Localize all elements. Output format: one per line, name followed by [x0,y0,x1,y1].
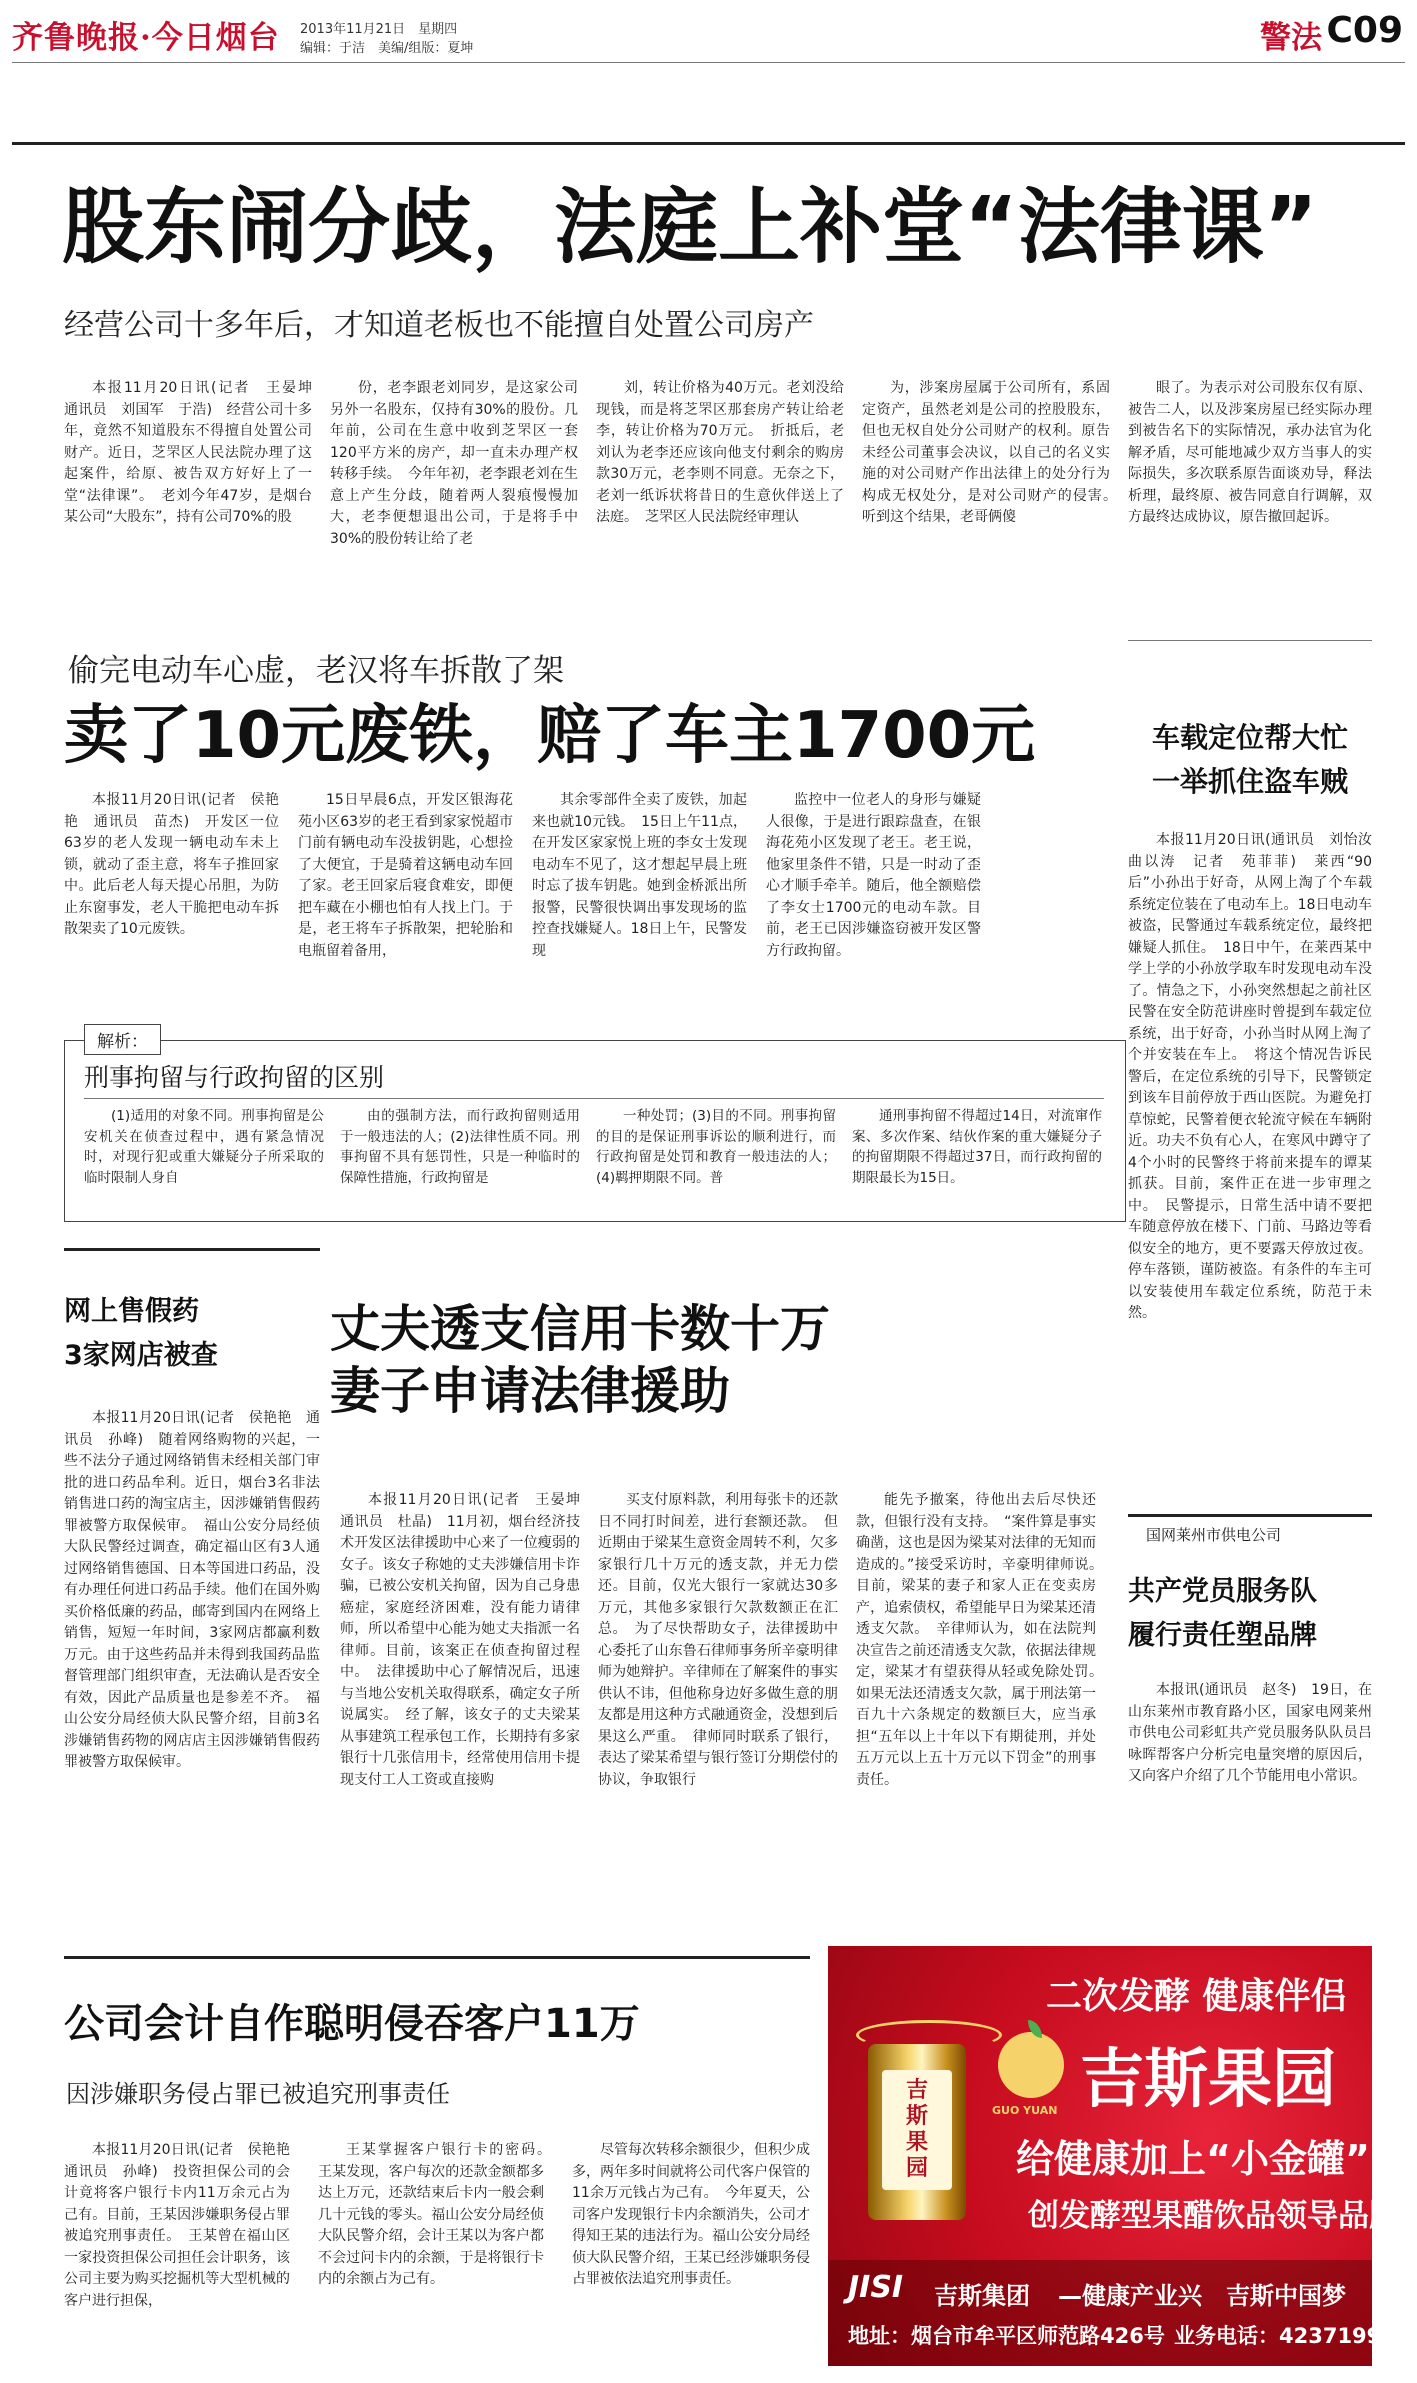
article3-text: 本报11月20日讯(记者 王晏坤 通讯员 杜晶) 11月初，烟台经济技术开发区法律援助中心来了一位瘦弱的女子。该女子称她的丈夫涉嫌信用卡诈骗，已被公安机关拘留，因为自己身患癌症，家庭经济困难，没有能力请律师，所以希望中心能为她丈夫指派一名律师。目前，该案正在侦查拘留过程中。 法律援助中心了解情况后，迅速与当地公安机关取得联系，确定女子所说属实。 经了解，该女子的丈夫梁某从事建筑工程承包工作，长期持有多家银行十几张信用卡，经常使用信用卡提现支付工人工资或直接购 [340,1492,594,1788]
side3-headline [1128,1570,1372,1658]
ad-slogan-main: 给健康加上“小金罐” [1016,2137,1370,2181]
article2-col-2 [298,790,513,990]
article1-col-1 [64,378,326,590]
article3-headline-line1: 丈夫透支信用卡数十万 [330,1300,830,1358]
article4-col-1-cont [318,2140,558,2368]
header-divider [12,62,1405,63]
side3-headline-line1: 共产党员服务队 [1128,1576,1317,1607]
analysis-col-1 [84,1106,324,1212]
ad-phone: 业务电话：4237199 [1174,2324,1382,2348]
article1-subtitle: 经营公司十多年后，才知道老板也不能擅自处置公司房产 [64,308,814,343]
analysis-divider [84,1098,1104,1099]
section-name: 警法 [1260,20,1322,56]
ad-can-label: 吉斯果园 [905,2078,928,2181]
analysis-text: 通刑事拘留不得超过14日，对流窜作案、多次作案、结伙作案的重大嫌疑分子的拘留期限不得超过37日，而行政拘留的期限最长为15日。 [852,1108,1102,1186]
side2-headline-line2: 3家网店被查 [64,1340,218,1371]
ad-tagline: 二次发酵 健康伴侣 [1046,1976,1347,2017]
issue-editors: 编辑：于洁 美编/组版：夏坤 [300,41,474,56]
analysis-tag: 解析： [84,1024,161,1055]
side3-top-rule [1128,1514,1372,1517]
issue-date: 2013年11月21日 星期四 [300,22,458,37]
side1-body [1128,830,1386,1494]
side2-body [64,1408,320,1914]
side2-headline [64,1290,320,1378]
side1-top-rule [1128,640,1372,641]
article2-headline: 卖了10元废铁，赔了车主1700元 [64,699,1036,773]
article3-headline [330,1298,830,1422]
analysis-col-4 [852,1106,1102,1212]
article4-subtitle: 因涉嫌职务侵占罪已被追究刑事责任 [66,2080,450,2108]
article4-top-rule [64,1956,810,1959]
article3-col-3 [856,1490,1110,1926]
side1-headline [1128,716,1372,804]
analysis-text: 由的强制方法，而行政拘留则适用于一般违法的人；(2)法律性质不同。刑事拘留不具有惩罚性，只是一种临时的保障性措施，行政拘留是 [340,1108,580,1186]
side1-headline-line2: 一举抓住盗车贼 [1151,765,1348,798]
analysis-title: 刑事拘留与行政拘留的区别 [84,1063,385,1092]
edition-name: ·今日烟台 [140,20,280,56]
ad-can-image [868,2044,966,2220]
ad-group-slogan: —健康产业兴 吉斯中国梦 [1058,2282,1346,2310]
page-number: C09 [1326,10,1403,51]
ad-address: 地址：烟台市牟平区师范路426号 [848,2324,1165,2348]
analysis-col-2 [340,1106,580,1212]
article1-col-5 [1128,378,1372,590]
article3-col-1 [340,1490,594,1926]
article3-text: 买支付原料款，利用每张卡的还款日不同打时间差，进行套额还款。 但近期由于梁某生意资金周转不利，欠多家银行几十万元的透支款，并无力偿还。目前，仅光大银行一家就达30多万元，其他多家银行欠款数额正在汇总。 为了尽快帮助女子，法律援助中心委托了山东鲁石律师事务所辛豪明律师为她辩护。辛律师在了解案件的事实供认不讳，但他称身边好多做生意的朋友都是用这种方式融通资金，没想到后果这么严重。 律师同时联系了银行，表达了梁某希望与银行签订分期偿付的协议，争取银行 [598,1492,838,1788]
article1-col-3 [596,378,844,590]
article1-text: 眼了。为表示对公司股东仅有原、被告二人，以及涉案房屋已经实际办理到被告名下的实际情况，承办法官为化解矛盾，尽可能地减少双方当事人的实际损失，多次联系原告面谈劝导，释法析理，最终原、被告同意自行调解，双方最终达成协议，原告撤回起诉。 [1128,380,1372,525]
article1-col-4 [862,378,1124,590]
article3-text: 能先予撤案，待他出去后尽快还款，但银行没有支持。 “案件算是事实确凿，这也是因为梁某对法律的无知而造成的。”接受采访时，辛豪明律师说。 目前，梁某的妻子和家人正在变卖房产，追索债权，希望能早日为梁某还清透支欠款。 辛律师认为，如在法院判决宣告之前还清透支欠款，依据法律规定，梁某才有望获得从轻或免除处罚。 如果无法还清透支欠款，属于刑法第一百九十六条规定的数额巨大，应当承担“五年以上十年以下有期徒刑，并处五万元以上五十万元以下罚金”的刑事责任。 [856,1492,1110,1788]
ad-group-name: 吉斯集团 [934,2282,1030,2310]
top-rule [12,142,1405,145]
side2-top-rule [64,1248,320,1251]
side2-headline-line1: 网上售假药 [64,1296,199,1327]
ad-brand-name: 吉斯果园 [1080,2043,1336,2117]
side3-sponsor: 国网莱州市供电公司 [1146,1526,1282,1544]
analysis-col-3 [596,1106,836,1212]
jisi-logo: JISI [848,2270,904,2305]
ad-slogan-sub: 创发酵型果醋饮品领导品牌 [1028,2198,1400,2234]
newspaper-brand [12,12,280,57]
article4-text: 本报11月20日讯(记者 侯艳艳 通讯员 孙峰) 投资担保公司的会计竟将客户银行卡内11万余元占为己有。目前，王某因涉嫌职务侵占罪被追究刑事责任。 王某曾在福山区一家投资担保公司担任会计职务，该公司主要为购买挖掘机等大型机械的客户进行担保， [64,2142,304,2309]
brand-apple-icon [998,2032,1064,2098]
article1-text: 为，涉案房屋属于公司所有，系固定资产，虽然老刘是公司的控股股东，但也无权自处分公司财产的权利。原告未经公司董事会决议，以自己的名义实施的对公司财产作出法律上的处分行为构成无权处分，是对公司财产的侵害。 听到这个结果，老哥俩傻 [862,380,1124,525]
article2-text: 本报11月20日讯(记者 侯艳艳 通讯员 苗杰) 开发区一位63岁的老人发现一辆电动车未上锁，就动了歪主意，将车子推回家中。此后老人每天提心吊胆，为防止东窗事发，老人干脆把电动车拆散架卖了10元废铁。 [64,792,279,937]
side3-text: 本报讯(通讯员 赵冬) 19日，在山东莱州市教育路小区，国家电网莱州市供电公司彩虹共产党员服务队队员吕咏晖帮客户分析完电量突增的原因后，又向客户介绍了几个节能用电小常识。 [1128,1682,1372,1784]
article2-kicker: 偷完电动车心虚，老汉将车拆散了架 [68,653,564,689]
issue-meta [300,20,473,58]
article2-text: 15日早晨6点，开发区银海花苑小区63岁的老王看到家家悦超市门前有辆电动车没拔钥匙，心想捡了大便宜，于是骑着这辆电动车回了家。老王回家后寝食难安，即便把车藏在小棚也怕有人找上门。于是，老王将车子拆散架，把轮胎和电瓶留着备用， [298,792,513,959]
article1-text: 刘，转让价格为40万元。老刘没给现钱，而是将芝罘区那套房产转让给老李，转让价格为70万元。 折抵后，老刘认为老李还应该向他支付剩余的购房款30万元，老李则不同意。无奈之下，老刘一纸诉状将昔日的生意伙伴送上了法庭。 芝罘区人民法院经审理认 [596,380,844,525]
article1-headline: 股东闹分歧，法庭上补堂“法律课” [62,180,1318,275]
side1-text: 本报11月20日讯(通讯员 刘怡汝 曲以涛 记者 苑菲菲) 莱西“90后”小孙出于好奇，从网上淘了个车载系统定位装在了电动车上。18日电动车被盗，民警通过车载系统定位，最终把嫌疑人抓住。 18日中午，在莱西某中学上学的小孙放学取车时发现电动车没了。情急之下，小孙突然想起之前社区民警在安全防范讲座时曾提到车载定位系统，出于好奇，小孙当时从网上淘了个并安装在车上。 将这个情况告诉民警后，在定位系统的引导下，民警锁定到该车目前停放于西山医院。为避免打草惊蛇，民警着便衣轮流守候在车辆附近。功夫不负有心人，在寒风中蹲守了4个小时的民警终于将前来提车的谭某抓获。目前，案件正在进一步审理之中。 民警提示，日常生活中请不要把车随意停放在楼下、门前、马路边等看似安全的地方，更不要露天停放过夜。停车落锁，谨防被盗。有条件的车主可以安装使用车载定位系统，防范于未然。 [1128,832,1386,1321]
analysis-text: (1)适用的对象不同。刑事拘留是公安机关在侦查过程中，遇有紧急情况时，对现行犯或重大嫌疑分子所采取的临时限制人身自 [84,1108,324,1186]
article1-text: 本报11月20日讯(记者 王晏坤 通讯员 刘国军 于浩) 经营公司十多年，竟然不知道股东不得擅自处置公司财产。近日，芝罘区人民法院办理了这起案件，给原、被告双方好好上了一堂“法律课”。 老刘今年47岁，是烟台某公司“大股东”，持有公司70%的股 [64,380,326,525]
article4-headline: 公司会计自作聪明侵吞客户11万 [64,2001,640,2047]
article3-headline-line2: 妻子申请法律援助 [330,1362,730,1420]
article4-text: 王某掌握客户银行卡的密码。 王某发现，客户每次的还款金额都多达上万元，还款结束后卡内一般会剩几十元钱的零头。福山公安分局经侦大队民警介绍，会计王某以为客户都不会过问卡内的余额，于是将银行卡内的余额占为己有。 [318,2142,558,2287]
dragon-swirl-icon [856,2020,1002,2050]
article4-text: 尽管每次转移余额很少，但积少成多，两年多时间就将公司代客户保管的11余万元钱占为己有。 今年夏天，公司客户发现银行卡内余额消失，公司才得知王某的违法行为。福山公安分局经侦大队民警介绍，王某已经涉嫌职务侵占罪被依法追究刑事责任。 [572,2142,810,2287]
ad-brand-pinyin: GUO YUAN [992,2104,1058,2117]
analysis-text: 一种处罚；(3)目的不同。刑事拘留的目的是保证刑事诉讼的顺利进行，而行政拘留是处罚和教育一般违法的人；(4)羁押期限不同。普 [596,1108,836,1186]
side3-body [1128,1680,1372,1830]
article4-col-3 [572,2140,810,2368]
article2-text: 监控中一位老人的身形与嫌疑人很像，于是进行跟踪盘查，在银海花苑小区发现了老王。老王说，他家里条件不错，只是一时动了歪心才顺手牵羊。随后，他全额赔偿了李女士1700元的电动车款。目前，老王已因涉嫌盗窃被开发区警方行政拘留。 [766,792,981,959]
article1-text: 份，老李跟老刘同岁，是这家公司另外一名股东，仅持有30%的股份。几年前，公司在生意中收到芝罘区一套120平方米的房产，却一直未办理产权转移手续。 今年年初，老李跟老刘在生意上产生分歧，随着两人裂痕慢慢加大，老李便想退出公司，于是将手中30%的股份转让给了老 [330,380,578,547]
article3-col-2 [598,1490,838,1926]
article4-col-1 [64,2140,304,2368]
article2-col-1 [64,790,279,990]
jisi-advertisement[interactable] [828,1946,1400,2366]
side2-text: 本报11月20日讯(记者 侯艳艳 通讯员 孙峰) 随着网络购物的兴起，一些不法分子通过网络销售未经相关部门审批的进口药品牟利。近日，烟台3名非法销售进口药的淘宝店主，因涉嫌销售假药罪被警方取保候审。 福山公安分局经侦大队民警经过调查，确定福山区有3人通过网络销售德国、日本等国进口药品，没有办理任何进口药品手续。他们在国外购买价格低廉的药品，邮寄到国内在网络上销售，短短一年时间，3家网店都赢利数万元。由于这些药品并未得到我国药品监督管理部门组织审查，无法确认是否安全有效，因此产品质量也是参差不齐。 福山公安分局经侦大队民警介绍，目前3名涉嫌销售药物的网店店主因涉嫌销售假药罪被警方取保候审。 [64,1410,320,1770]
article1-col-2 [330,378,578,590]
brand-name: 齐鲁晚报 [12,20,140,56]
article2-col-3 [532,790,747,990]
side1-headline-line1: 车载定位帮大忙 [1151,721,1348,754]
side3-headline-line2: 履行责任塑品牌 [1128,1620,1317,1651]
article2-col-4 [766,790,981,990]
article2-text: 其余零部件全卖了废铁，加起来也就10元钱。 15日上午11点，在开发区家家悦上班的李女士发现电动车不见了，这才想起早晨上班时忘了拔车钥匙。她到金桥派出所报警，民警很快调出事发现场的监控查找嫌疑人。18日上午，民警发现 [532,792,747,959]
